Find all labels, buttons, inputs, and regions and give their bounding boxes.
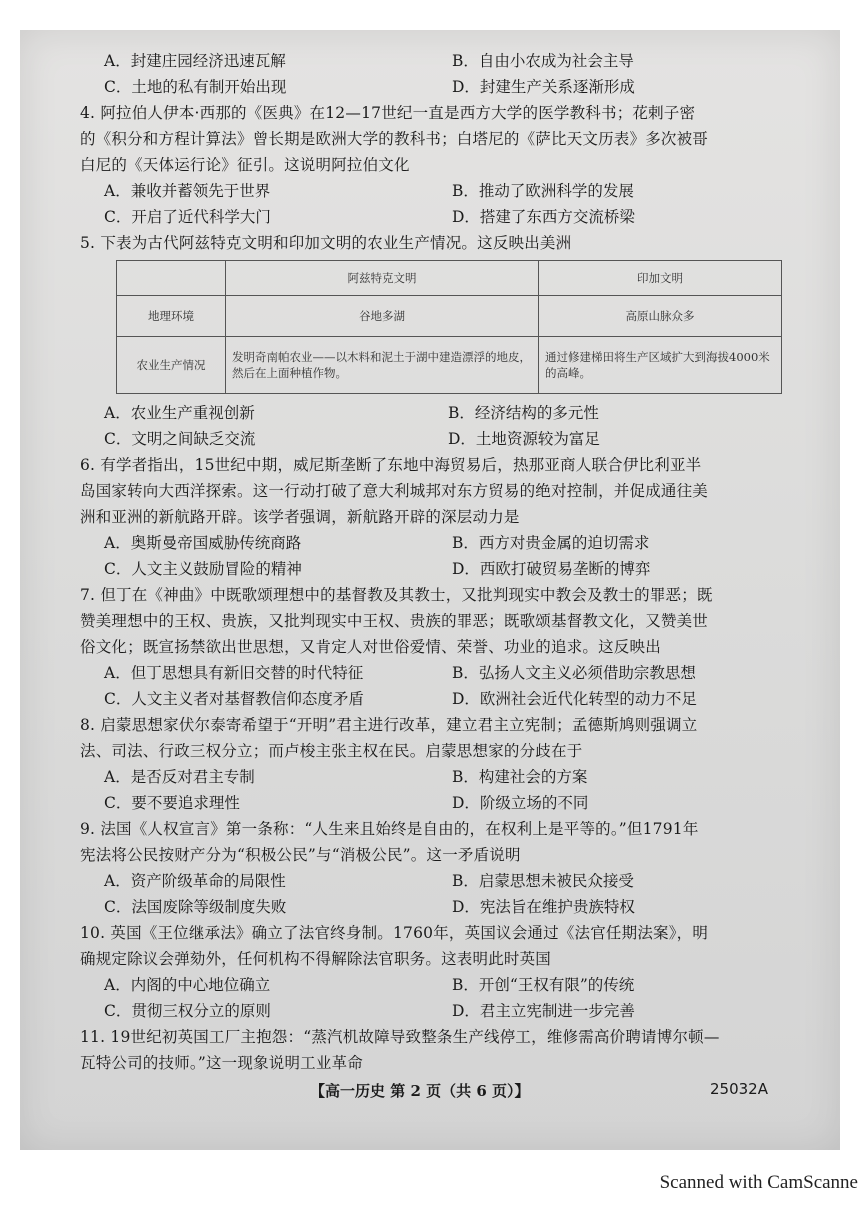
table-cell-inca-geography: 高原山脉众多 <box>539 296 782 337</box>
q11-stem-line1: 11. 19世纪初英国工厂主抱怨：“蒸汽机故障导致整条生产线停工，维修需高价聘请博尔顿— <box>80 1028 720 1046</box>
q10-options-row1 <box>80 972 840 998</box>
q4-option-c: C．开启了近代科学大门 <box>104 208 271 226</box>
q8-option-d: D．阶级立场的不同 <box>452 794 589 812</box>
q9-options-row2 <box>80 894 840 920</box>
q6-option-c: C．人文主义鼓励冒险的精神 <box>104 560 302 578</box>
q4-option-a: A．兼收并蓄领先于世界 <box>104 182 271 200</box>
q4-option-b: B．推动了欧洲科学的发展 <box>452 182 634 200</box>
q6-option-d: D．西欧打破贸易垄断的博弈 <box>452 560 651 578</box>
table-row <box>117 337 782 394</box>
q8-stem-line1: 8. 启蒙思想家伏尔泰寄希望于“开明”君主进行改革，建立君主立宪制；孟德斯鸠则强调立 <box>80 716 698 734</box>
q10-stem-line1: 10. 英国《王位继承法》确立了法官终身制。1760年，英国议会通过《法官任期法案》，明 <box>80 924 709 942</box>
q8-options-row1 <box>80 764 840 790</box>
q9-stem-line2: 宪法将公民按财产分为“积极公民”与“消极公民”。这一矛盾说明 <box>80 846 521 864</box>
q7-option-b: B．弘扬人文主义必须借助宗教思想 <box>452 664 696 682</box>
q10-option-d: D．君主立宪制进一步完善 <box>452 1002 635 1020</box>
q6-option-b: B．西方对贵金属的迫切需求 <box>452 534 650 552</box>
q9-options-row1 <box>80 868 840 894</box>
table-row <box>117 296 782 337</box>
q3-option-c: C．土地的私有制开始出现 <box>104 78 287 96</box>
q8-stem-line2: 法、司法、行政三权分立；而卢梭主张主权在民。启蒙思想家的分歧在于 <box>80 742 583 760</box>
q6-stem-line2: 岛国家转向大西洋探索。这一行动打破了意大利城邦对东方贸易的绝对控制，并促成通往美 <box>80 482 709 500</box>
q4-stem-line3: 白尼的《天体运行论》征引。这说明阿拉伯文化 <box>80 156 410 174</box>
table-row-label-agriculture: 农业生产情况 <box>117 337 226 394</box>
table-cell-inca-agriculture: 通过修建梯田将生产区域扩大到海拔4000米的高峰。 <box>539 337 782 394</box>
q7-option-d: D．欧洲社会近代化转型的动力不足 <box>452 690 697 708</box>
table-header-inca: 印加文明 <box>539 261 782 296</box>
q7-options-row2 <box>80 686 840 712</box>
q7-stem-line3: 俗文化；既宣扬禁欲出世思想，又肯定人对世俗爱情、荣誉、功业的追求。这反映出 <box>80 638 661 656</box>
q8-options-row2 <box>80 790 840 816</box>
q3-options-row1 <box>80 48 840 74</box>
q5-stem-line1: 5. 下表为古代阿兹特克文明和印加文明的农业生产情况。这反映出美洲 <box>80 234 572 252</box>
q3-option-b: B．自由小农成为社会主导 <box>452 52 634 70</box>
q5-options-row2 <box>80 426 840 452</box>
q6-options-row1 <box>80 530 840 556</box>
table-row-label-geography: 地理环境 <box>117 296 226 337</box>
q9-stem-line1: 9. 法国《人权宣言》第一条称：“人生来且始终是自由的，在权利上是平等的。”但1791年 <box>80 820 699 838</box>
exam-code: 25032A <box>710 1080 768 1098</box>
q10-option-b: B．开创“王权有限”的传统 <box>452 976 635 994</box>
q4-options-row2 <box>80 204 840 230</box>
q7-options-row1 <box>80 660 840 686</box>
page-footer <box>20 1078 840 1108</box>
q7-stem-line2: 赞美理想中的王权、贵族，又批判现实中王权、贵族的罪恶；既歌颂基督教文化，又赞美世 <box>80 612 709 630</box>
q10-option-a: A．内阁的中心地位确立 <box>104 976 271 994</box>
q9-option-a: A．资产阶级革命的局限性 <box>104 872 286 890</box>
q11-stem-line2: 瓦特公司的技师。”这一现象说明工业革命 <box>80 1054 363 1072</box>
q5-option-a: A．农业生产重视创新 <box>104 404 255 422</box>
q8-option-b: B．构建社会的方案 <box>452 768 588 786</box>
q10-option-c: C．贯彻三权分立的原则 <box>104 1002 271 1020</box>
q5-option-d: D．土地资源较为富足 <box>448 430 600 448</box>
civilization-table <box>116 260 782 394</box>
q5-option-b: B．经济结构的多元性 <box>448 404 599 422</box>
page-number: 【高一历史 第 2 页（共 6 页）】 <box>310 1082 530 1100</box>
q7-option-c: C．人文主义者对基督教信仰态度矛盾 <box>104 690 364 708</box>
q5-option-c: C．文明之间缺乏交流 <box>104 430 256 448</box>
table-header-aztec: 阿兹特克文明 <box>226 261 539 296</box>
q9-option-b: B．启蒙思想未被民众接受 <box>452 872 634 890</box>
q7-option-a: A．但丁思想具有新旧交替的时代特征 <box>104 664 364 682</box>
q6-stem-line1: 6. 有学者指出，15世纪中期，威尼斯垄断了东地中海贸易后，热那亚商人联合伊比利亚半 <box>80 456 702 474</box>
q5-options-row1 <box>80 400 840 426</box>
q6-options-row2 <box>80 556 840 582</box>
q6-stem-line3: 洲和亚洲的新航路开辟。该学者强调，新航路开辟的深层动力是 <box>80 508 520 526</box>
q3-option-a: A．封建庄园经济迅速瓦解 <box>104 52 286 70</box>
q4-option-d: D．搭建了东西方交流桥梁 <box>452 208 635 226</box>
q4-options-row1 <box>80 178 840 204</box>
q9-option-d: D．宪法旨在维护贵族特权 <box>452 898 635 916</box>
table-cell-aztec-geography: 谷地多湖 <box>226 296 539 337</box>
q8-option-a: A．是否反对君主专制 <box>104 768 255 786</box>
q9-option-c: C．法国废除等级制度失败 <box>104 898 287 916</box>
q4-stem-line2: 的《积分和方程计算法》曾长期是欧洲大学的教科书；白塔尼的《萨比天文历表》多次被哥 <box>80 130 709 148</box>
q8-option-c: C．要不要追求理性 <box>104 794 240 812</box>
table-corner-cell <box>117 261 226 296</box>
exam-content <box>80 48 840 1076</box>
q4-stem-line1: 4. 阿拉伯人伊本·西那的《医典》在12—17世纪一直是西方大学的医学教科书；花剌子密 <box>80 104 696 122</box>
q7-stem-line1: 7. 但丁在《神曲》中既歌颂理想中的基督教及其教士，又批判现实中教会及教士的罪恶；既 <box>80 586 713 604</box>
scanned-page-photo <box>20 30 840 1150</box>
table-header-row <box>117 261 782 296</box>
q10-stem-line2: 确规定除议会弹劾外，任何机构不得解除法官职务。这表明此时英国 <box>80 950 552 968</box>
q6-option-a: A．奥斯曼帝国威胁传统商路 <box>104 534 302 552</box>
q3-options-row2 <box>80 74 840 100</box>
table-cell-aztec-agriculture: 发明奇南帕农业——以木料和泥土于湖中建造漂浮的地皮，然后在上面种植作物。 <box>226 337 539 394</box>
camscanner-watermark: Scanned with CamScanne <box>659 1172 858 1193</box>
q3-option-d: D．封建生产关系逐渐形成 <box>452 78 635 96</box>
q10-options-row2 <box>80 998 840 1024</box>
